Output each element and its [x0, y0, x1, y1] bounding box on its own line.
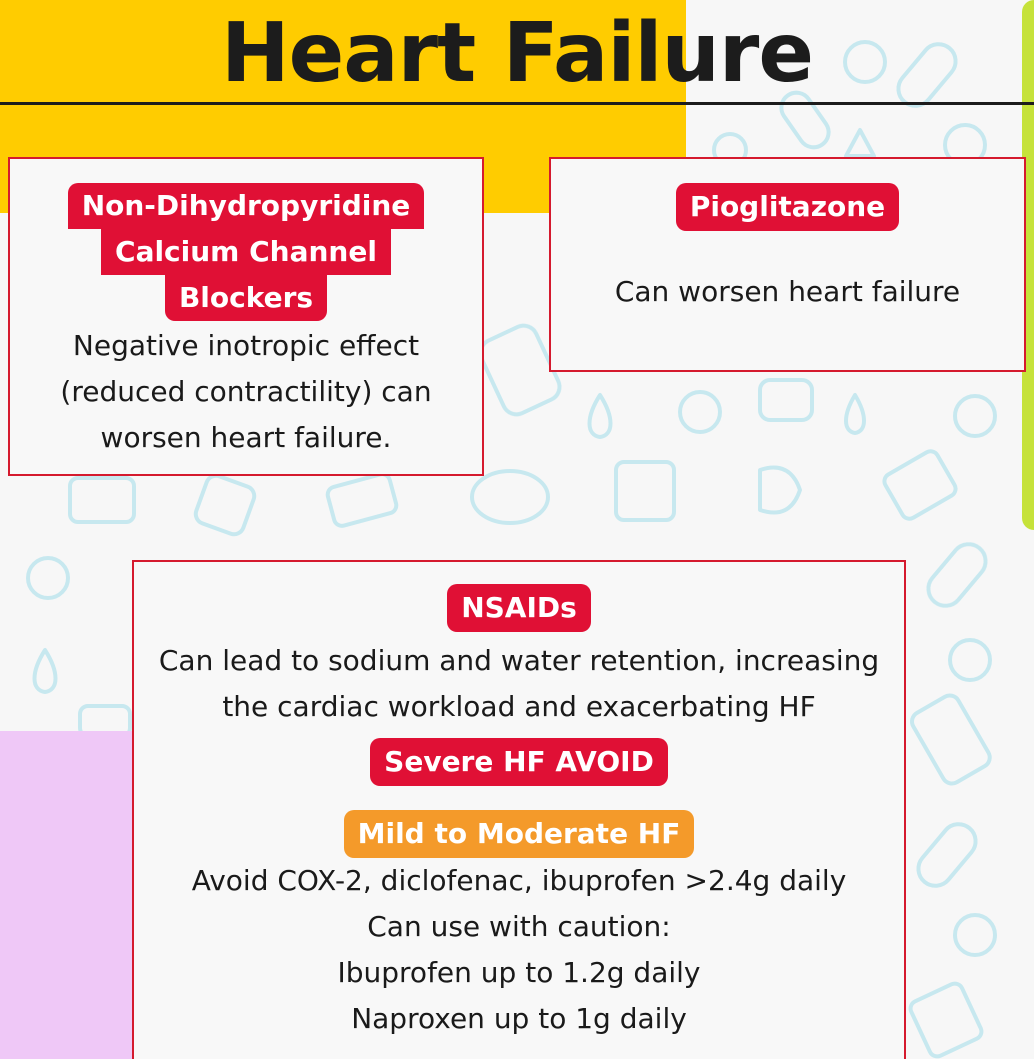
text-line: Avoid COX-2, diclofenac, ibuprofen >2.4g daily: [191, 864, 847, 897]
text-line: Can use with caution:: [367, 910, 671, 943]
tablet-pack-icon: [70, 478, 134, 522]
text-line: Naproxen up to 1g daily: [351, 1002, 687, 1035]
text-line: (reduced contractility) can: [60, 375, 432, 408]
nsaids-text: [159, 638, 879, 730]
pill-icon: [28, 558, 68, 598]
purple-accent-block: [0, 731, 132, 1059]
nsaids-heading: NSAIDs: [447, 584, 591, 632]
mild-moderate-hf-badge: Mild to Moderate HF: [344, 810, 695, 858]
pioglitazone-heading: Pioglitazone: [676, 183, 899, 231]
tablet-pack-icon: [326, 472, 398, 527]
drop-icon: [590, 395, 611, 437]
drop-icon: [846, 130, 874, 156]
pill-icon: [472, 471, 548, 523]
text-line: Ibuprofen up to 1.2g daily: [337, 956, 701, 989]
drop-icon: [35, 650, 56, 692]
card-nsaids: [132, 560, 906, 1059]
tablet-pack-icon: [908, 692, 993, 787]
vial-icon: [760, 380, 812, 420]
ccb-heading-line: Non-Dihydropyridine: [68, 183, 425, 229]
pill-icon: [950, 640, 990, 680]
tablet-pack-icon: [882, 448, 959, 521]
text-line: the cardiac workload and exacerbating HF: [222, 690, 816, 723]
mild-moderate-text: [192, 858, 847, 1042]
capsule-icon: [911, 817, 982, 892]
capsule-icon: [921, 537, 992, 612]
ccb-heading-line: Calcium Channel: [101, 229, 391, 275]
text-line: Negative inotropic effect: [72, 329, 420, 362]
text-line: worsen heart failure.: [100, 421, 392, 454]
medicine-icon: [193, 473, 257, 537]
text-line: Can lead to sodium and water retention, increasing: [158, 644, 880, 677]
tablet-pack-icon: [908, 981, 984, 1059]
pioglitazone-text: Can worsen heart failure: [614, 275, 961, 308]
tablet-pack-icon: [616, 462, 674, 520]
page-title: Heart Failure: [221, 6, 813, 101]
drop-icon: [846, 395, 864, 433]
title-divider: [0, 102, 1034, 105]
pill-icon: [955, 396, 995, 436]
ccb-heading-line: Blockers: [165, 275, 327, 321]
pill-icon: [680, 392, 720, 432]
card-ccb: [8, 157, 484, 476]
ccb-heading: [68, 183, 425, 321]
pill-icon: [955, 915, 995, 955]
bottle-icon: [760, 468, 800, 513]
ccb-text: [60, 323, 431, 461]
severe-hf-badge: Severe HF AVOID: [370, 738, 668, 786]
card-pioglitazone: [549, 157, 1026, 372]
